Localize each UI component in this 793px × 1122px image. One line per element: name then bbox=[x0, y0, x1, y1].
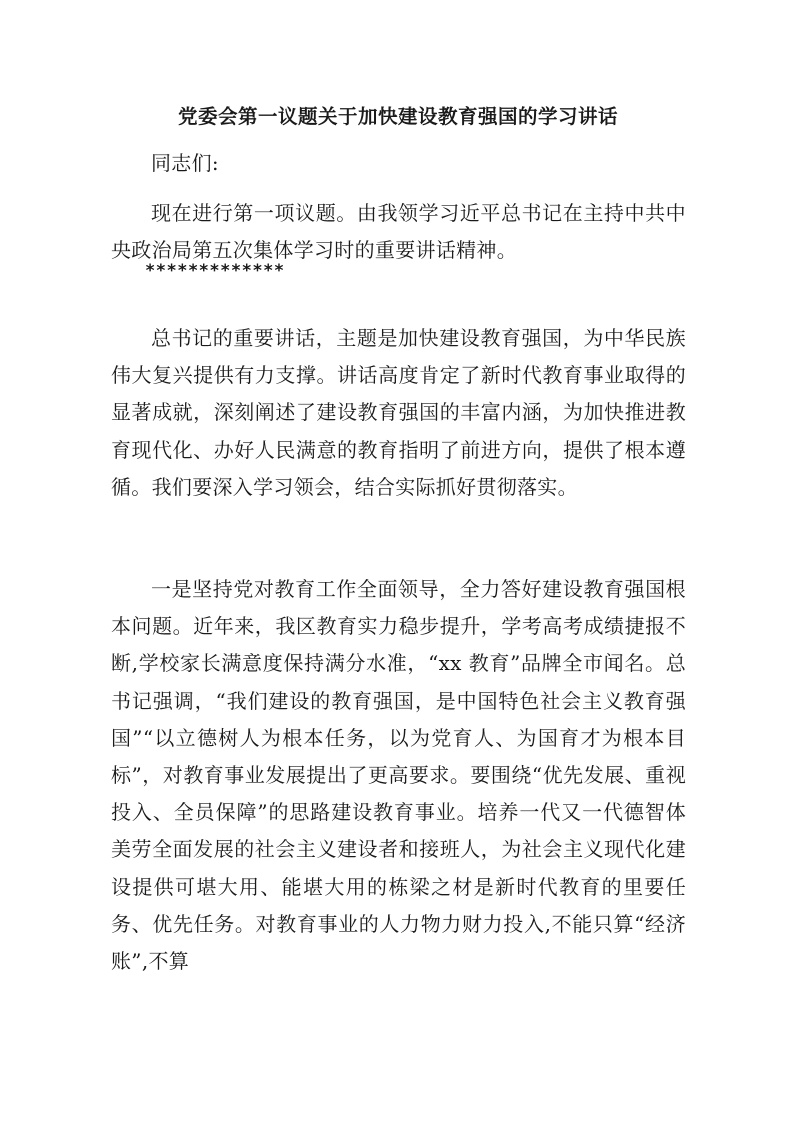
paragraph-summary: 总书记的重要讲话，主题是加快建设教育强国，为中华民族伟大复兴提供有力支撑。讲话高度肯定了新时代教育事业取得的显著成就，深刻阐述了建设教育强国的丰富内涵，为加快推进教育现代化、办好人民满意的教育指明了前进方向，提供了根本遵循。我们要深入学习领会，结合实际抓好贯彻落实。 bbox=[111, 326, 686, 499]
document-title: 党委会第一议题关于加快建设教育强国的学习讲话 bbox=[177, 105, 618, 128]
paragraph-intro: 现在进行第一项议题。由我领学习近平总书记在主持中共中央政治局第五次集体学习时的重要讲话精神。 bbox=[111, 201, 686, 263]
paragraph-point-one: 一是坚持党对教育工作全面领导，全力答好建设教育强国根本问题。近年来，我区教育实力稳步提升，学考高考成绩捷报不断,学校家长满意度保持满分水准，“xx 教育”品牌全市闻名。总书记强调，“我们建设的教育强国，是中国特色社会主义教育强国”“以立德树人为根本任务，以为党育人、为国育才为根本目标”，对教育事业发展提出了更高要求。要围绕“优先发展、重视投入、全员保障”的思路建设教育事业。培养一代又一代德智体美劳全面发展的社会主义建设者和接班人，为社会主义现代化建设提供可堪大用、能堪大用的栋梁之材是新时代教育的里要任务、优先任务。对教育事业的人力物力财力投入,不能只算“经济账”,不算 bbox=[111, 577, 686, 974]
greeting: 同志们: bbox=[151, 151, 219, 175]
separator-stars: ************* bbox=[145, 261, 285, 281]
